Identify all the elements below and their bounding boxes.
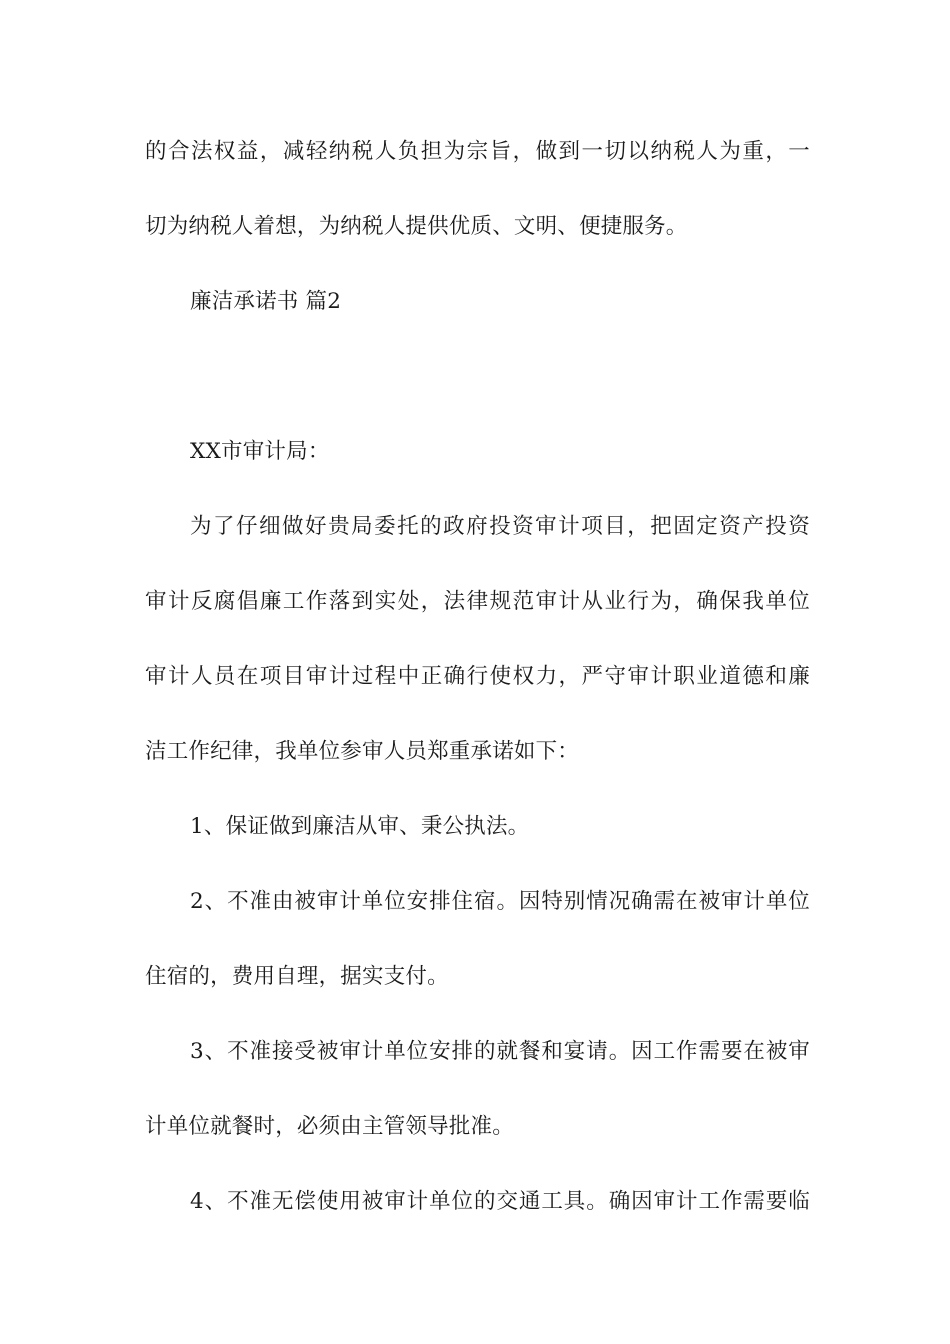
list-item: 1、保证做到廉洁从审、秉公执法。 <box>190 814 530 839</box>
section-heading: 廉洁承诺书 篇2 <box>190 289 342 314</box>
list-item: 3、不准接受被审计单位安排的就餐和宴请。因工作需要在被审 <box>190 1039 810 1064</box>
paragraph-line: 住宿的，费用自理，据实支付。 <box>145 964 449 989</box>
addressee: XX市审计局： <box>190 439 330 464</box>
list-item: 2、不准由被审计单位安排住宿。因特别情况确需在被审计单位 <box>190 889 810 914</box>
paragraph-line: 审计人员在项目审计过程中正确行使权力，严守审计职业道德和廉 <box>145 664 810 689</box>
paragraph-line: 切为纳税人着想，为纳税人提供优质、文明、便捷服务。 <box>145 214 688 239</box>
paragraph-line: 的合法权益，减轻纳税人负担为宗旨，做到一切以纳税人为重，一 <box>145 139 810 164</box>
list-item: 4、不准无偿使用被审计单位的交通工具。确因审计工作需要临 <box>190 1189 810 1214</box>
paragraph-line: 洁工作纪律，我单位参审人员郑重承诺如下： <box>145 739 580 764</box>
paragraph-line: 计单位就餐时，必须由主管领导批准。 <box>145 1114 514 1139</box>
paragraph-line: 为了仔细做好贵局委托的政府投资审计项目，把固定资产投资 <box>190 514 810 539</box>
paragraph-line: 审计反腐倡廉工作落到实处，法律规范审计从业行为，确保我单位 <box>145 589 810 614</box>
